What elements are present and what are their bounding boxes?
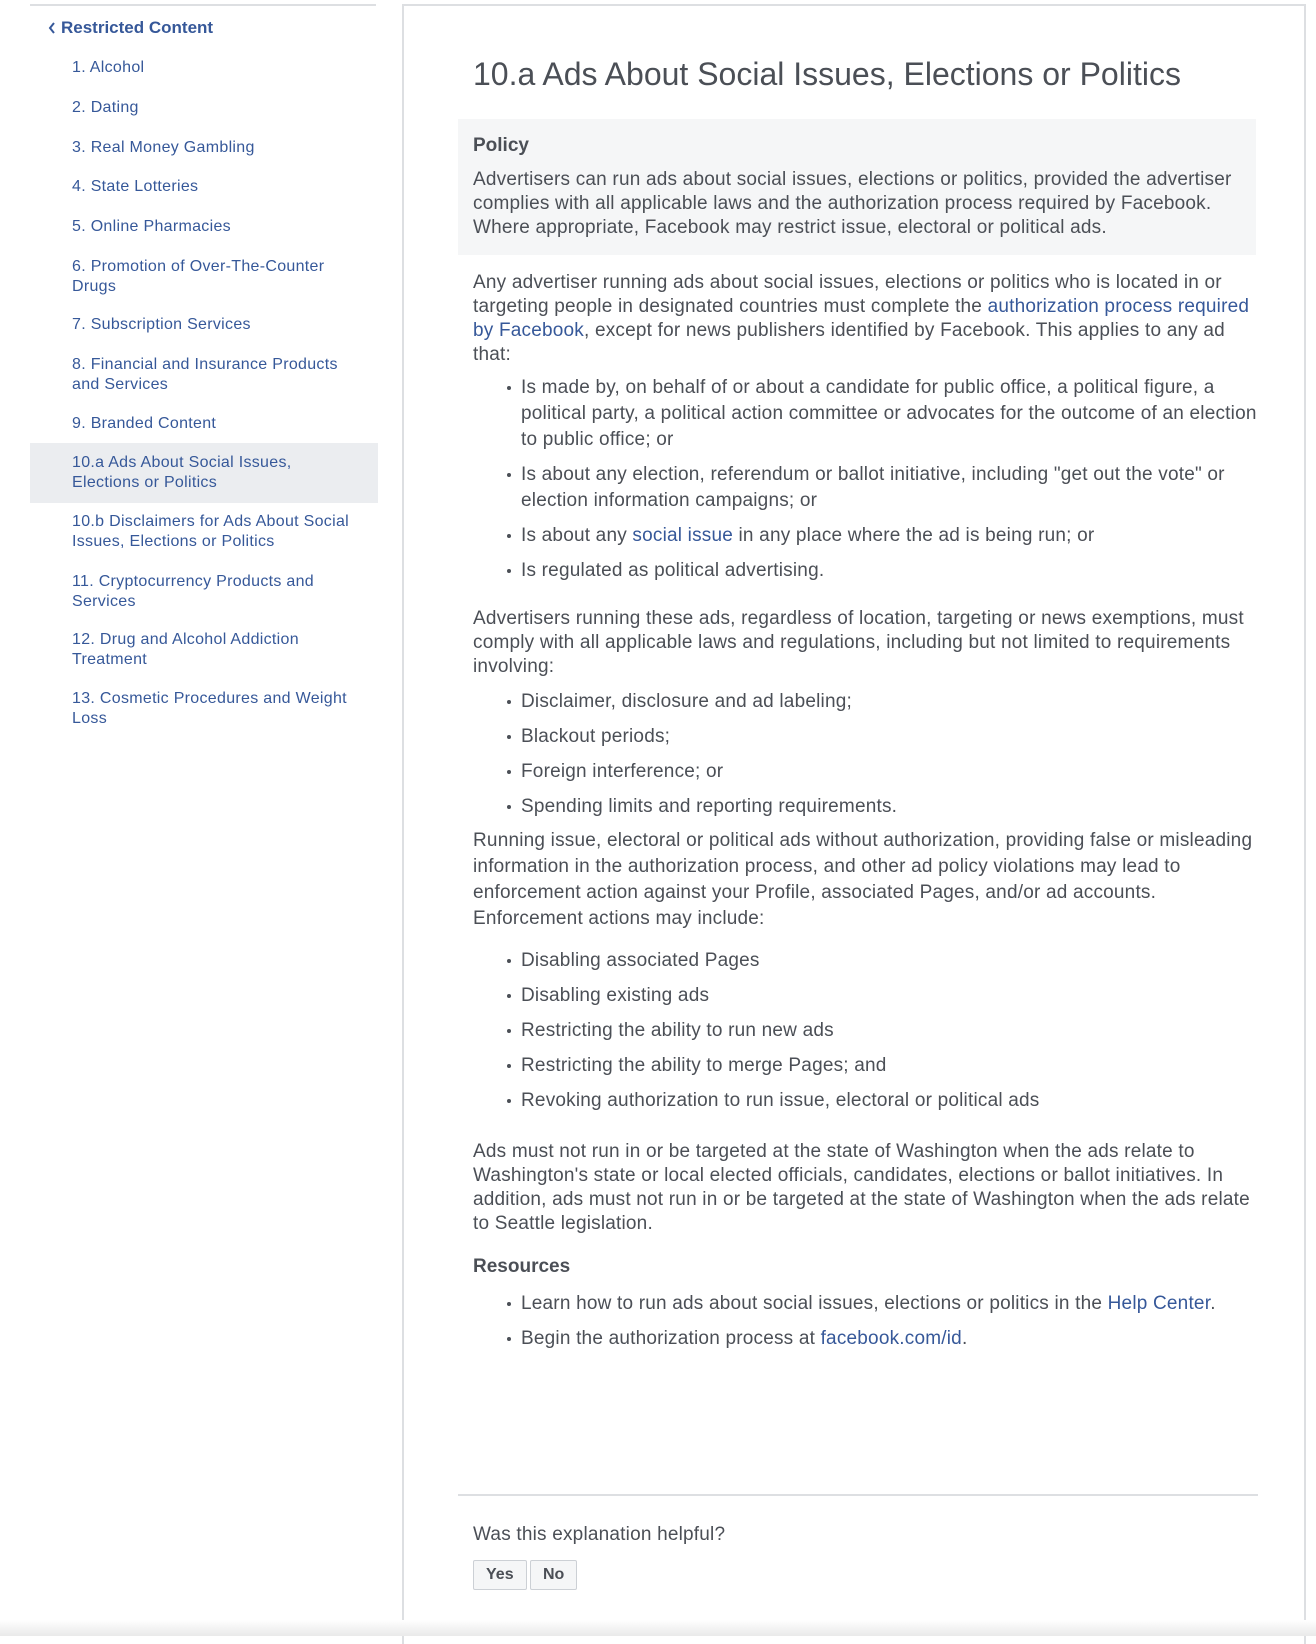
requirements-list <box>507 689 1257 820</box>
enforcement-paragraph: Running issue, electoral or political ads without authorization, providing false or misleading information in the authorization process, and other ad policy violations may lead to enforcement action against your Profile, associated Pages, and/or ad accounts. Enforcement actions may include: <box>473 830 1253 929</box>
sidebar-item-subscriptions[interactable]: 7. Subscription Services <box>72 316 251 333</box>
list-item-text: Begin the authorization process at <box>521 1328 821 1349</box>
sidebar-item-disclaimers[interactable]: 10.b Disclaimers for Ads About Social Issues, Elections or Politics <box>72 513 350 550</box>
requirements-paragraph: Advertisers running these ads, regardless of location, targeting or news exemptions, must comply with all applicable laws and regulations, including but not limited to requirements involving: <box>473 608 1244 677</box>
policy-box <box>458 119 1256 255</box>
social-issue-link[interactable]: social issue <box>632 525 734 546</box>
authorization-process-link[interactable]: authorization process required by Facebook <box>473 296 1250 341</box>
policy-text: Advertisers can run ads about social issues, elections or politics, provided the advertiser complies with all applicable laws and the authorization process required by Facebook. Where appropriate, Facebook may restrict issue, electoral or political ads. <box>473 169 1232 238</box>
bottom-edge <box>0 1620 1316 1636</box>
resources-heading: Resources <box>473 1256 571 1277</box>
feedback-divider <box>458 1494 1258 1496</box>
chevron-left-icon <box>48 22 56 34</box>
sidebar-header-label: Restricted Content <box>61 18 214 37</box>
list-item <box>507 523 1257 549</box>
list-item-text-end: . <box>961 1328 968 1349</box>
sidebar-item-gambling[interactable]: 3. Real Money Gambling <box>72 139 255 156</box>
sidebar-item-social-issues[interactable]: 10.a Ads About Social Issues, Elections or Politics <box>30 443 378 503</box>
list-item-text-end: . <box>1210 1293 1216 1314</box>
list-item: Spending limits and reporting requirements. <box>507 794 1257 820</box>
list-item: Disabling existing ads <box>507 983 1257 1009</box>
sidebar-item-pharmacies[interactable]: 5. Online Pharmacies <box>72 218 231 235</box>
enforcement-list <box>507 948 1257 1114</box>
intro-paragraph <box>473 271 1253 367</box>
washington-paragraph: Ads must not run in or be targeted at the state of Washington when the ads relate to Washington's state or local elected officials, candidates, elections or ballot initiatives. In addition, ads must not run in or be targeted at the state of Washington when the ads relate to Seattle legislation. <box>473 1141 1250 1234</box>
list-item: Restricting the ability to run new ads <box>507 1018 1257 1044</box>
no-button[interactable]: No <box>530 1560 577 1590</box>
list-item: Disclaimer, disclosure and ad labeling; <box>507 689 1257 715</box>
sidebar-item-otc-drugs[interactable]: 6. Promotion of Over-The-Counter Drugs <box>72 258 325 295</box>
list-item: Is about any election, referendum or ballot initiative, including "get out the vote" or election information campaigns; or <box>507 462 1257 514</box>
yes-button[interactable]: Yes <box>473 1560 527 1590</box>
sidebar-back-link[interactable] <box>48 18 213 38</box>
list-item: Is made by, on behalf of or about a candidate for public office, a political figure, a political party, a political action committee or advocates for the outcome of an election to public office; or <box>507 375 1257 453</box>
list-item-text: Is about any <box>521 525 633 546</box>
intro-text: Any advertiser running ads about social issues, elections or politics who is located in or targeting people in designated countries must complete the <box>473 272 1222 317</box>
sidebar-item-dating[interactable]: 2. Dating <box>72 99 139 116</box>
main-panel <box>402 4 1306 1644</box>
list-item-text-end: in any place where the ad is being run; or <box>733 525 1095 546</box>
sidebar-item-branded-content[interactable]: 9. Branded Content <box>72 415 217 432</box>
facebook-id-link[interactable]: facebook.com/id <box>820 1328 962 1349</box>
list-item <box>507 1326 1257 1352</box>
sidebar-item-cosmetic[interactable]: 13. Cosmetic Procedures and Weight Loss <box>72 690 347 727</box>
resources-list <box>507 1291 1257 1352</box>
feedback-question: Was this explanation helpful? <box>473 1524 726 1545</box>
list-item: Disabling associated Pages <box>507 948 1257 974</box>
list-item <box>507 1291 1257 1317</box>
list-item-text: Learn how to run ads about social issues, elections or politics in the <box>521 1293 1108 1314</box>
sidebar-item-financial[interactable]: 8. Financial and Insurance Products and Services <box>72 356 338 393</box>
sidebar-item-cryptocurrency[interactable]: 11. Cryptocurrency Products and Services <box>72 573 315 610</box>
policy-heading: Policy <box>473 135 529 156</box>
list-item: Restricting the ability to merge Pages; and <box>507 1053 1257 1079</box>
list-item: Foreign interference; or <box>507 759 1257 785</box>
help-center-link[interactable]: Help Center <box>1107 1293 1211 1314</box>
sidebar-item-addiction-treatment[interactable]: 12. Drug and Alcohol Addiction Treatment <box>72 631 299 668</box>
list-item: Blackout periods; <box>507 724 1257 750</box>
sidebar <box>30 0 378 1636</box>
sidebar-item-lotteries[interactable]: 4. State Lotteries <box>72 178 199 195</box>
page-title: 10.a Ads About Social Issues, Elections or Politics <box>473 56 1181 92</box>
sidebar-item-alcohol[interactable]: 1. Alcohol <box>72 59 145 76</box>
sidebar-divider <box>30 4 376 6</box>
list-item: Revoking authorization to run issue, electoral or political ads <box>507 1088 1257 1114</box>
intro-text-end: , except for news publishers identified by Facebook. This applies to any ad that: <box>473 320 1225 365</box>
ad-criteria-list <box>507 375 1257 584</box>
list-item: Is regulated as political advertising. <box>507 558 1257 584</box>
